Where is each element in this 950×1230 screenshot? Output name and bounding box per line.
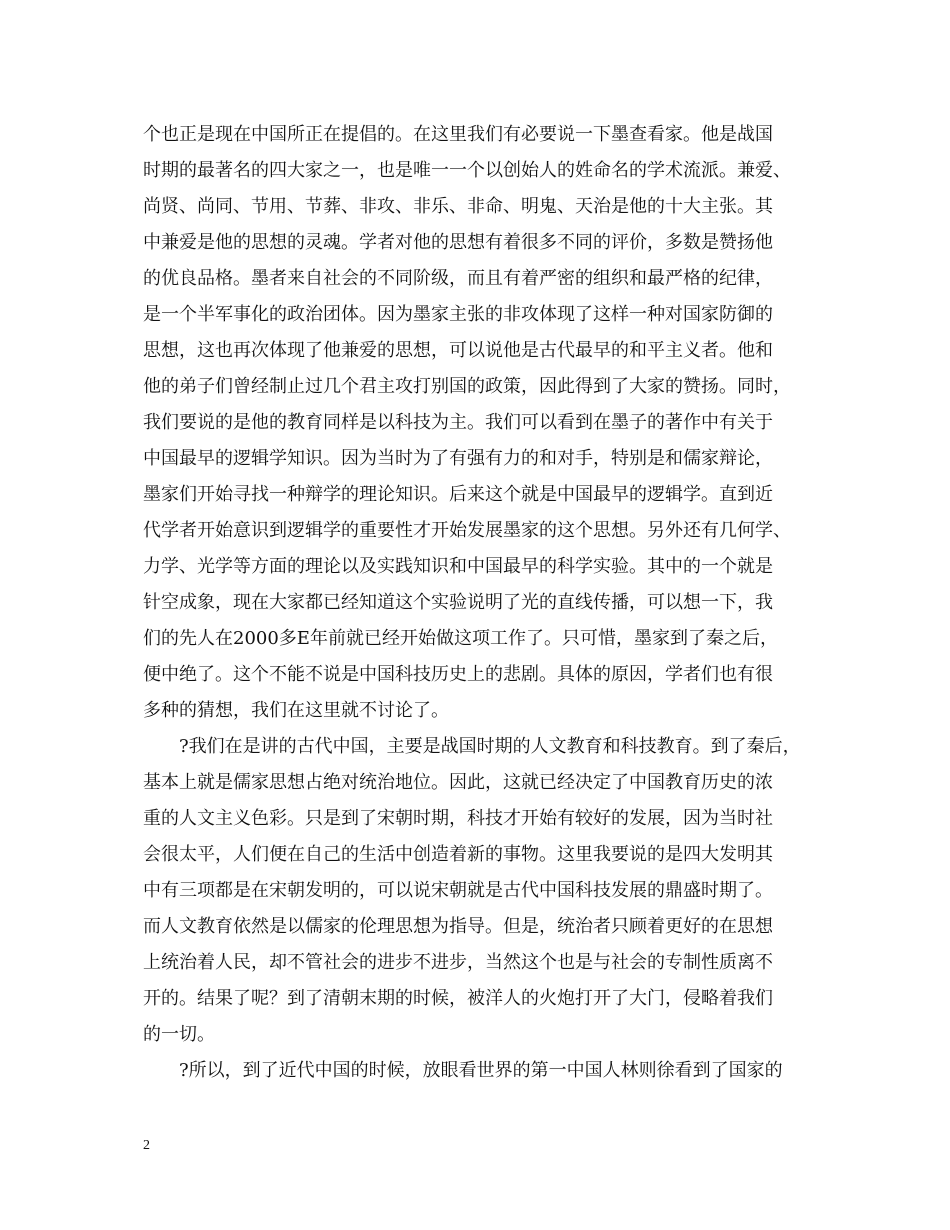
text-line: 上统治着人民，却不管社会的进步不进步，当然这个也是与社会的专制性质离不	[143, 952, 773, 973]
text-line: 多种的猜想，我们在这里就不讨论了。	[143, 700, 449, 721]
text-line: 的优良品格。墨者来自社会的不同阶级，而且有着严密的组织和最严格的纪律，	[143, 268, 773, 289]
text-line: 基本上就是儒家思想占绝对统治地位。因此，这就已经决定了中国教育历史的浓	[143, 772, 773, 793]
text-line: 的一切。	[143, 1024, 215, 1045]
text-line: 针空成象，现在大家都已经知道这个实验说明了光的直线传播，可以想一下，我	[143, 592, 773, 613]
text-line: 个也正是现在中国所正在提倡的。在这里我们有必要说一下墨查看家。他是战国	[143, 124, 773, 145]
text-line: 便中绝了。这个不能不说是中国科技历史上的悲剧。具体的原因，学者们也有很	[143, 664, 773, 685]
paragraph-start-line: ?所以，到了近代中国的时候，放眼看世界的第一中国人林则徐看到了国家的	[143, 1060, 783, 1081]
body-text	[143, 117, 813, 1089]
text-line: 墨家们开始寻找一种辩学的理论知识。后来这个就是中国最早的逻辑学。直到近	[143, 484, 773, 505]
text-line: 中国最早的逻辑学知识。因为当时为了有强有力的和对手，特别是和儒家辩论，	[143, 448, 773, 469]
text-line: 们的先人在2000多E年前就已经开始做这项工作了。只可惜，墨家到了秦之后，	[143, 628, 778, 649]
text-line: 时期的最著名的四大家之一，也是唯一一个以创始人的姓命名的学术流派。兼爱、	[143, 160, 791, 181]
text-line: 重的人文主义色彩。只是到了宋朝时期，科技才开始有较好的发展，因为当时社	[143, 808, 773, 829]
text-line: 尚贤、尚同、节用、节葬、非攻、非乐、非命、明鬼、天治是他的十大主张。其	[143, 196, 773, 217]
text-line: 是一个半军事化的政治团体。因为墨家主张的非攻体现了这样一种对国家防御的	[143, 304, 773, 325]
text-line: 他的弟子们曾经制止过几个君主攻打别国的政策，因此得到了大家的赞扬。同时，	[143, 376, 791, 397]
text-line: 中兼爱是他的思想的灵魂。学者对他的思想有着很多不同的评价，多数是赞扬他	[143, 232, 773, 253]
text-line: 开的。结果了呢？到了清朝末期的时候，被洋人的火炮打开了大门，侵略着我们	[143, 988, 773, 1009]
text-line: 思想，这也再次体现了他兼爱的思想，可以说他是古代最早的和平主义者。他和	[143, 340, 773, 361]
page-number: 2	[143, 1138, 150, 1153]
text-line: 我们要说的是他的教育同样是以科技为主。我们可以看到在墨子的著作中有关于	[143, 412, 773, 433]
text-line: 力学、光学等方面的理论以及实践知识和中国最早的科学实验。其中的一个就是	[143, 556, 773, 577]
text-line: 会很太平，人们便在自己的生活中创造着新的事物。这里我要说的是四大发明其	[143, 844, 773, 865]
text-line: 中有三项都是在宋朝发明的，可以说宋朝就是古代中国科技发展的鼎盛时期了。	[143, 880, 773, 901]
text-line: 代学者开始意识到逻辑学的重要性才开始发展墨家的这个思想。另外还有几何学、	[143, 520, 791, 541]
text-line: 而人文教育依然是以儒家的伦理思想为指导。但是，统治者只顾着更好的在思想	[143, 916, 773, 937]
paragraph-start-line: ?我们在是讲的古代中国，主要是战国时期的人文教育和科技教育。到了秦后，	[143, 736, 801, 757]
